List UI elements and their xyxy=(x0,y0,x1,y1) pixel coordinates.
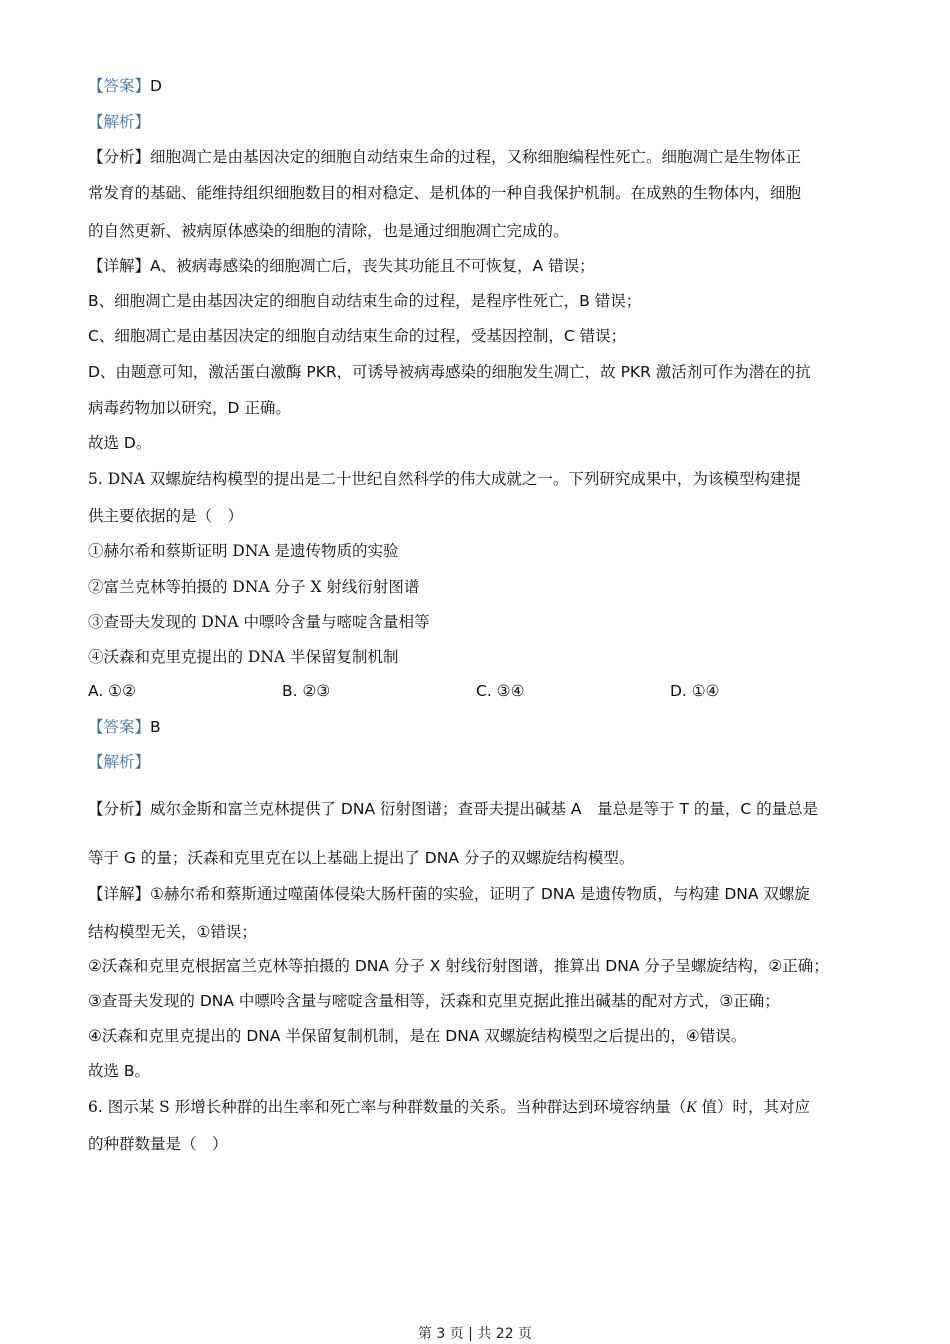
q5-option-c: C. ③④ xyxy=(476,682,525,700)
q5-analysis-line-2: 等于 G 的量；沃森和克里克在以上基础上提出了 DNA 分子的双螺旋结构模型。 xyxy=(88,849,635,867)
q4-conclusion: 故选 D。 xyxy=(88,434,152,452)
q4-detail-line-5: 病毒药物加以研究，D 正确。 xyxy=(88,399,291,417)
answer-tag: 【答案】 xyxy=(88,718,151,736)
answer-label xyxy=(88,76,162,96)
q5-detail-line-1: 【详解】①赫尔希和蔡斯通过噬菌体侵染大肠杆菌的实验，证明了 DNA 是遗传物质，与构建 DNA 双螺旋 xyxy=(88,885,810,903)
q4-detail-line-4: D、由题意可知，激活蛋白激酶 PKR，可诱导被病毒感染的细胞发生凋亡，故 PKR 激活剂可作为潜在的抗 xyxy=(88,363,811,381)
q4-analysis-line-1: 【分析】细胞凋亡是由基因决定的细胞自动结束生命的过程，又称细胞编程性死亡。细胞凋亡是生物体正 xyxy=(88,148,802,166)
q5-detail-line-4: ③查哥夫发现的 DNA 中嘌呤含量与嘧啶含量相等，沃森和克里克据此推出碱基的配对方式，③正确； xyxy=(88,992,780,1010)
q5-item-3: ③查哥夫发现的 DNA 中嘌呤含量与嘧啶含量相等 xyxy=(88,613,430,631)
k-symbol: K xyxy=(686,1099,697,1116)
q5-option-d: D. ①④ xyxy=(670,682,720,700)
q5-stem-line-1: 5. DNA 双螺旋结构模型的提出是二十世纪自然科学的伟大成就之一。下列研究成果中，为该模型构建提 xyxy=(88,470,801,488)
answer-value: D xyxy=(150,77,162,95)
q6-stem-line-1 xyxy=(88,1097,810,1118)
page-number: 第 3 页 | 共 22 页 xyxy=(417,1326,533,1342)
q5-detail-line-5: ④沃森和克里克提出的 DNA 半保留复制机制，是在 DNA 双螺旋结构模型之后提出的，④错误。 xyxy=(88,1027,747,1045)
q5-detail-line-3: ②沃森和克里克根据富兰克林等拍摄的 DNA 分子 X 射线衍射图谱，推算出 DNA 分子呈螺旋结构，②正确； xyxy=(88,957,829,975)
q5-item-2: ②富兰克林等拍摄的 DNA 分子 X 射线衍射图谱 xyxy=(88,578,420,596)
q5-stem-line-2: 供主要依据的是（ ） xyxy=(88,507,244,525)
q5-analysis-label: 【解析】 xyxy=(88,753,151,771)
q4-analysis-line-3: 的自然更新、被病原体感染的细胞的清除，也是通过细胞凋亡完成的。 xyxy=(88,222,569,240)
q4-detail-line-1: 【详解】A、被病毒感染的细胞凋亡后，丧失其功能且不可恢复，A 错误； xyxy=(88,257,595,275)
q4-analysis-line-2: 常发育的基础、能维持组织细胞数目的相对稳定、是机体的一种自我保护机制。在成熟的生物体内，细胞 xyxy=(88,184,802,202)
q5-option-b: B. ②③ xyxy=(282,682,331,700)
analysis-label: 【解析】 xyxy=(88,113,151,131)
q4-detail-line-2: B、细胞凋亡是由基因决定的细胞自动结束生命的过程，是程序性死亡，B 错误； xyxy=(88,292,642,310)
q5-analysis-line-1: 【分析】威尔金斯和富兰克林提供了 DNA 衍射图谱；查哥夫提出碱基 A 量总是等于 T 的量，C 的量总是 xyxy=(88,800,819,818)
q5-item-4: ④沃森和克里克提出的 DNA 半保留复制机制 xyxy=(88,648,399,666)
q6-stem-text: 6. 图示某 S 形增长种群的出生率和死亡率与种群数量的关系。当种群达到环境容纳量（ xyxy=(88,1098,687,1116)
q6-stem-text-end: 值）时，其对应 xyxy=(696,1098,810,1116)
q5-answer-label xyxy=(88,717,161,737)
q5-option-a: A. ①② xyxy=(88,682,136,700)
q5-item-1: ①赫尔希和蔡斯证明 DNA 是遗传物质的实验 xyxy=(88,542,399,560)
answer-tag: 【答案】 xyxy=(88,77,151,95)
q5-conclusion: 故选 B。 xyxy=(88,1062,151,1080)
answer-value: B xyxy=(150,718,161,736)
q6-stem-line-2: 的种群数量是（ ） xyxy=(88,1135,228,1153)
q5-detail-line-2: 结构模型无关，①错误； xyxy=(88,923,257,941)
q4-detail-line-3: C、细胞凋亡是由基因决定的细胞自动结束生命的过程，受基因控制，C 错误； xyxy=(88,327,627,345)
